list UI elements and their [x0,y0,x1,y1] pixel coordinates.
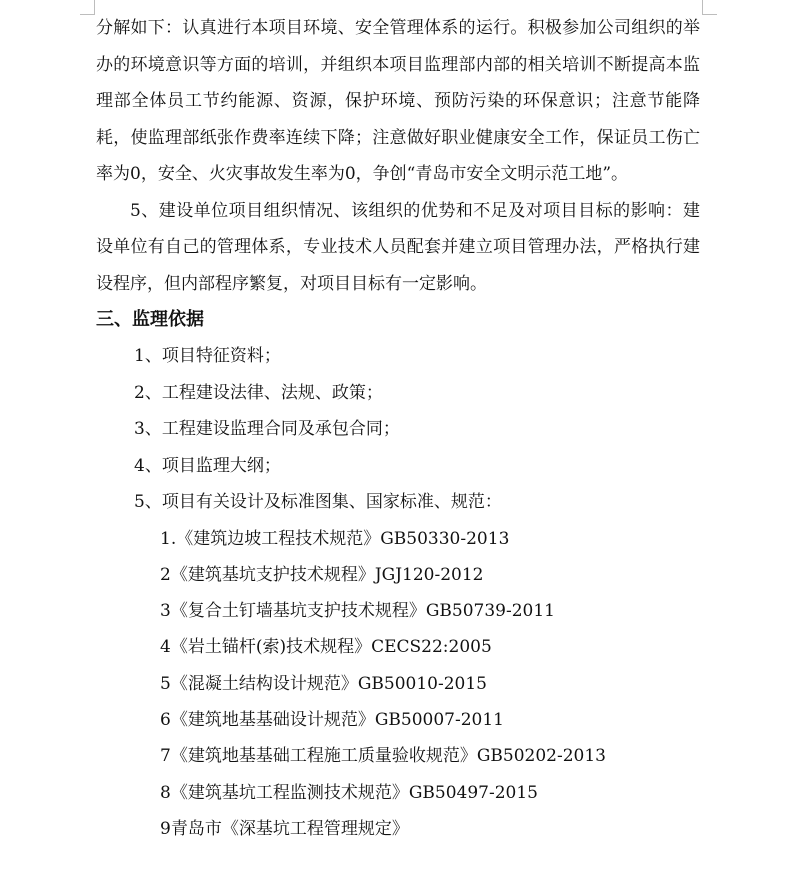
page-corner-mark-left [80,0,95,15]
basis-item: 3、工程建设监理合同及承包合同； [134,419,400,439]
standard-item: 5《混凝土结构设计规范》GB50010-2015 [160,673,487,694]
section-heading-supervision-basis: 三、监理依据 [96,309,204,330]
standard-item: 1.《建筑边坡工程技术规范》GB50330-2013 [160,528,510,549]
standard-item: 8《建筑基坑工程监测技术规范》GB50497-2015 [160,782,538,803]
basis-item: 2、工程建设法律、法规、政策； [134,382,383,403]
standard-item: 6《建筑地基基础设计规范》GB50007-2011 [160,709,504,730]
page-corner-mark-right [702,0,717,15]
standard-item: 7《建筑地基基础工程施工质量验收规范》GB50202-2013 [160,746,606,767]
basis-item: 5、项目有关设计及标准图集、国家标准、规范： [134,492,502,512]
paragraph-owner-organization: 5、建设单位项目组织情况、该组织的优势和不足及对项目目标的影响：建设单位有自己的管理体系，专业技术人员配套并建立项目管理办法，严格执行建设程序，但内部程序繁复，对项目目标有一定影响。 [96,200,700,294]
basis-item: 4、项目监理大纲； [134,455,281,476]
basis-item: 1、项目特征资料； [134,346,281,366]
standard-item: 2《建筑基坑支护技术规程》JGJ120-2012 [160,564,484,585]
paragraph-environment-safety: 分解如下：认真进行本项目环境、安全管理体系的运行。积极参加公司组织的举办的环境意识等方面的培训，并组织本项目监理部内部的相关培训不断提高本监理部全体员工节约能源、资源，保护环境、预防污染的环保意识；注意节能降耗，使监理部纸张作费率连续下降；注意做好职业健康安全工作，保证员工伤亡率为0，安全、火灾事故发生率为0，争创“青岛市安全文明示范工地”。 [96,18,700,184]
document-page [96,10,700,847]
standard-item: 4《岩土锚杆(索)技术规程》CECS22:2005 [160,637,492,658]
standard-item: 9青岛市《深基坑工程管理规定》 [160,818,409,839]
standard-item: 3《复合土钉墙基坑支护技术规程》GB50739-2011 [160,601,555,622]
